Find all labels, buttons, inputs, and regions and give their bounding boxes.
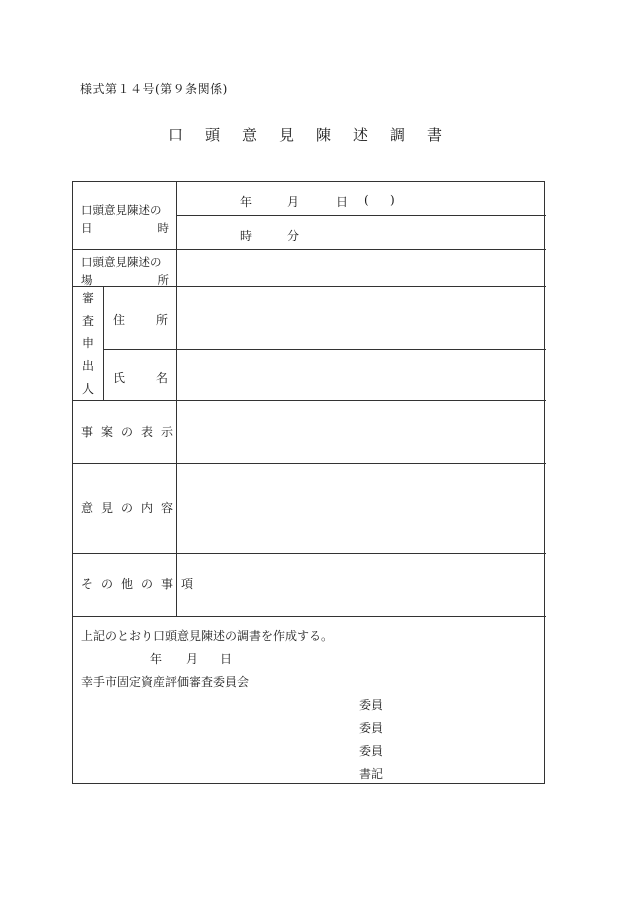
case-label: 事案の表示 — [81, 425, 182, 439]
petitioner-char: 出 — [81, 359, 94, 374]
date-day: 日 — [336, 195, 349, 209]
petitioner-group-label — [73, 286, 103, 400]
grid-line — [176, 182, 177, 616]
grid-line — [73, 400, 546, 401]
address-label-left: 住 — [113, 313, 126, 327]
place-label-left: 場 — [81, 273, 93, 287]
grid-line — [73, 616, 546, 617]
signature-committee-member: 委員 — [359, 744, 384, 758]
grid-line — [73, 463, 546, 464]
grid-line — [103, 349, 546, 350]
datetime-label — [81, 202, 169, 236]
grid-line — [73, 249, 546, 250]
date-weekday-close: ) — [390, 193, 395, 207]
datetime-label-day: 日 — [81, 221, 93, 235]
signature-clerk: 書記 — [359, 767, 384, 781]
place-label-right: 所 — [157, 273, 169, 287]
time-minute: 分 — [287, 229, 300, 243]
datetime-label-line1: 口頭意見陳述の — [81, 203, 162, 217]
signature-committee-member: 委員 — [359, 721, 384, 735]
footer-date-month: 月 — [186, 652, 199, 666]
time-hour: 時 — [240, 229, 253, 243]
footer-date-year: 年 — [150, 652, 163, 666]
datetime-label-time: 時 — [157, 221, 169, 235]
place-label — [81, 254, 169, 288]
name-label-right: 名 — [155, 371, 168, 385]
form-number: 様式第１４号(第９条関係) — [80, 82, 228, 96]
petitioner-char: 申 — [81, 336, 94, 351]
signature-committee-member: 委員 — [359, 698, 384, 712]
grid-line — [73, 553, 546, 554]
petitioner-char: 査 — [81, 313, 94, 328]
date-month: 月 — [287, 195, 300, 209]
opinion-label: 意見の内容 — [81, 501, 182, 515]
petitioner-char: 人 — [81, 382, 94, 397]
footer-statement: 上記のとおり口頭意見陳述の調書を作成する。 — [81, 629, 334, 643]
place-label-line1: 口頭意見陳述の — [81, 255, 162, 269]
address-label — [113, 311, 168, 328]
address-label-right: 所 — [155, 313, 168, 327]
footer-committee: 幸手市固定資産評価審査委員会 — [81, 675, 250, 689]
petitioner-char: 審 — [81, 290, 94, 305]
form-table — [72, 181, 545, 784]
date-year: 年 — [240, 195, 253, 209]
document-title: 口頭意見陳述調書 — [168, 126, 465, 144]
other-label: その他の事項 — [81, 577, 202, 591]
date-weekday-open: ( — [364, 193, 369, 207]
grid-line — [176, 215, 546, 216]
name-label-left: 氏 — [113, 371, 126, 385]
name-label — [113, 369, 168, 386]
footer-date-day: 日 — [220, 652, 233, 666]
grid-line — [103, 286, 104, 400]
